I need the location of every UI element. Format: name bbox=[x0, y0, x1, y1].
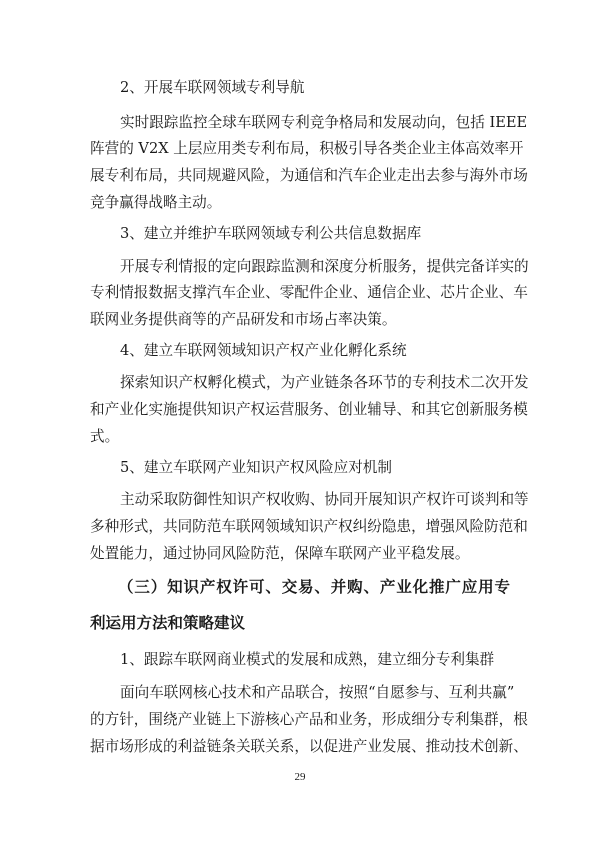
paragraph-line: 式。 bbox=[90, 428, 120, 445]
paragraph-line: 面向车联网核心技术和产品联合，按照“自愿参与、互利共赢” bbox=[120, 684, 515, 701]
section-heading-continued: 利运用方法和策略建议 bbox=[90, 613, 246, 632]
paragraph-line: 阵营的 V2X 上层应用类专利布局，积极引导各类企业主体高效率开 bbox=[90, 140, 524, 157]
item-heading-1: 1、跟踪车联网商业模式的发展和成熟，建立细分专利集群 bbox=[120, 651, 495, 668]
item-heading-3: 3、建立并维护车联网领域专利公共信息数据库 bbox=[120, 225, 422, 242]
paragraph-line: 竞争赢得战略主动。 bbox=[90, 194, 222, 211]
paragraph-line: 主动采取防御性知识产权收购、协同开展知识产权许可谈判和等 bbox=[120, 491, 529, 508]
paragraph-line: 探索知识产权孵化模式，为产业链条各环节的专利技术二次开发 bbox=[120, 374, 529, 391]
paragraph-line: 展专利布局，共同规避风险，为通信和汽车企业走出去参与海外市场 bbox=[90, 167, 528, 184]
paragraph-line: 实时跟踪监控全球车联网专利竞争格局和发展动向，包括 IEEE bbox=[120, 114, 528, 131]
paragraph-line: 处置能力，通过协同风险防范，保障车联网产业平稳发展。 bbox=[90, 545, 470, 562]
item-heading-5: 5、建立车联网产业知识产权风险应对机制 bbox=[120, 459, 392, 476]
paragraph-line: 和产业化实施提供知识产权运营服务、创业辅导、和其它创新服务模 bbox=[90, 401, 528, 418]
paragraph-line: 的方针，围绕产业链上下游核心产品和业务，形成细分专利集群，根 bbox=[90, 711, 528, 728]
paragraph-line: 专利情报数据支撑汽车企业、零配件企业、通信企业、芯片企业、车 bbox=[90, 284, 528, 301]
item-heading-2: 2、开展车联网领域专利导航 bbox=[120, 79, 305, 96]
page-number: 29 bbox=[294, 771, 306, 783]
section-heading: （三）知识产权许可、交易、并购、产业化推广应用专 bbox=[118, 577, 510, 596]
paragraph-line: 开展专利情报的定向跟踪监测和深度分析服务，提供完备详实的 bbox=[120, 258, 529, 275]
paragraph-line: 多种形式，共同防范车联网领域知识产权纠纷隐患，增强风险防范和 bbox=[90, 518, 528, 535]
paragraph-line: 据市场形成的利益链条关联关系，以促进产业发展、推动技术创新、 bbox=[90, 738, 528, 755]
paragraph-line: 联网业务提供商等的产品研发和市场占率决策。 bbox=[90, 311, 397, 328]
item-heading-4: 4、建立车联网领域知识产权产业化孵化系统 bbox=[120, 342, 407, 359]
